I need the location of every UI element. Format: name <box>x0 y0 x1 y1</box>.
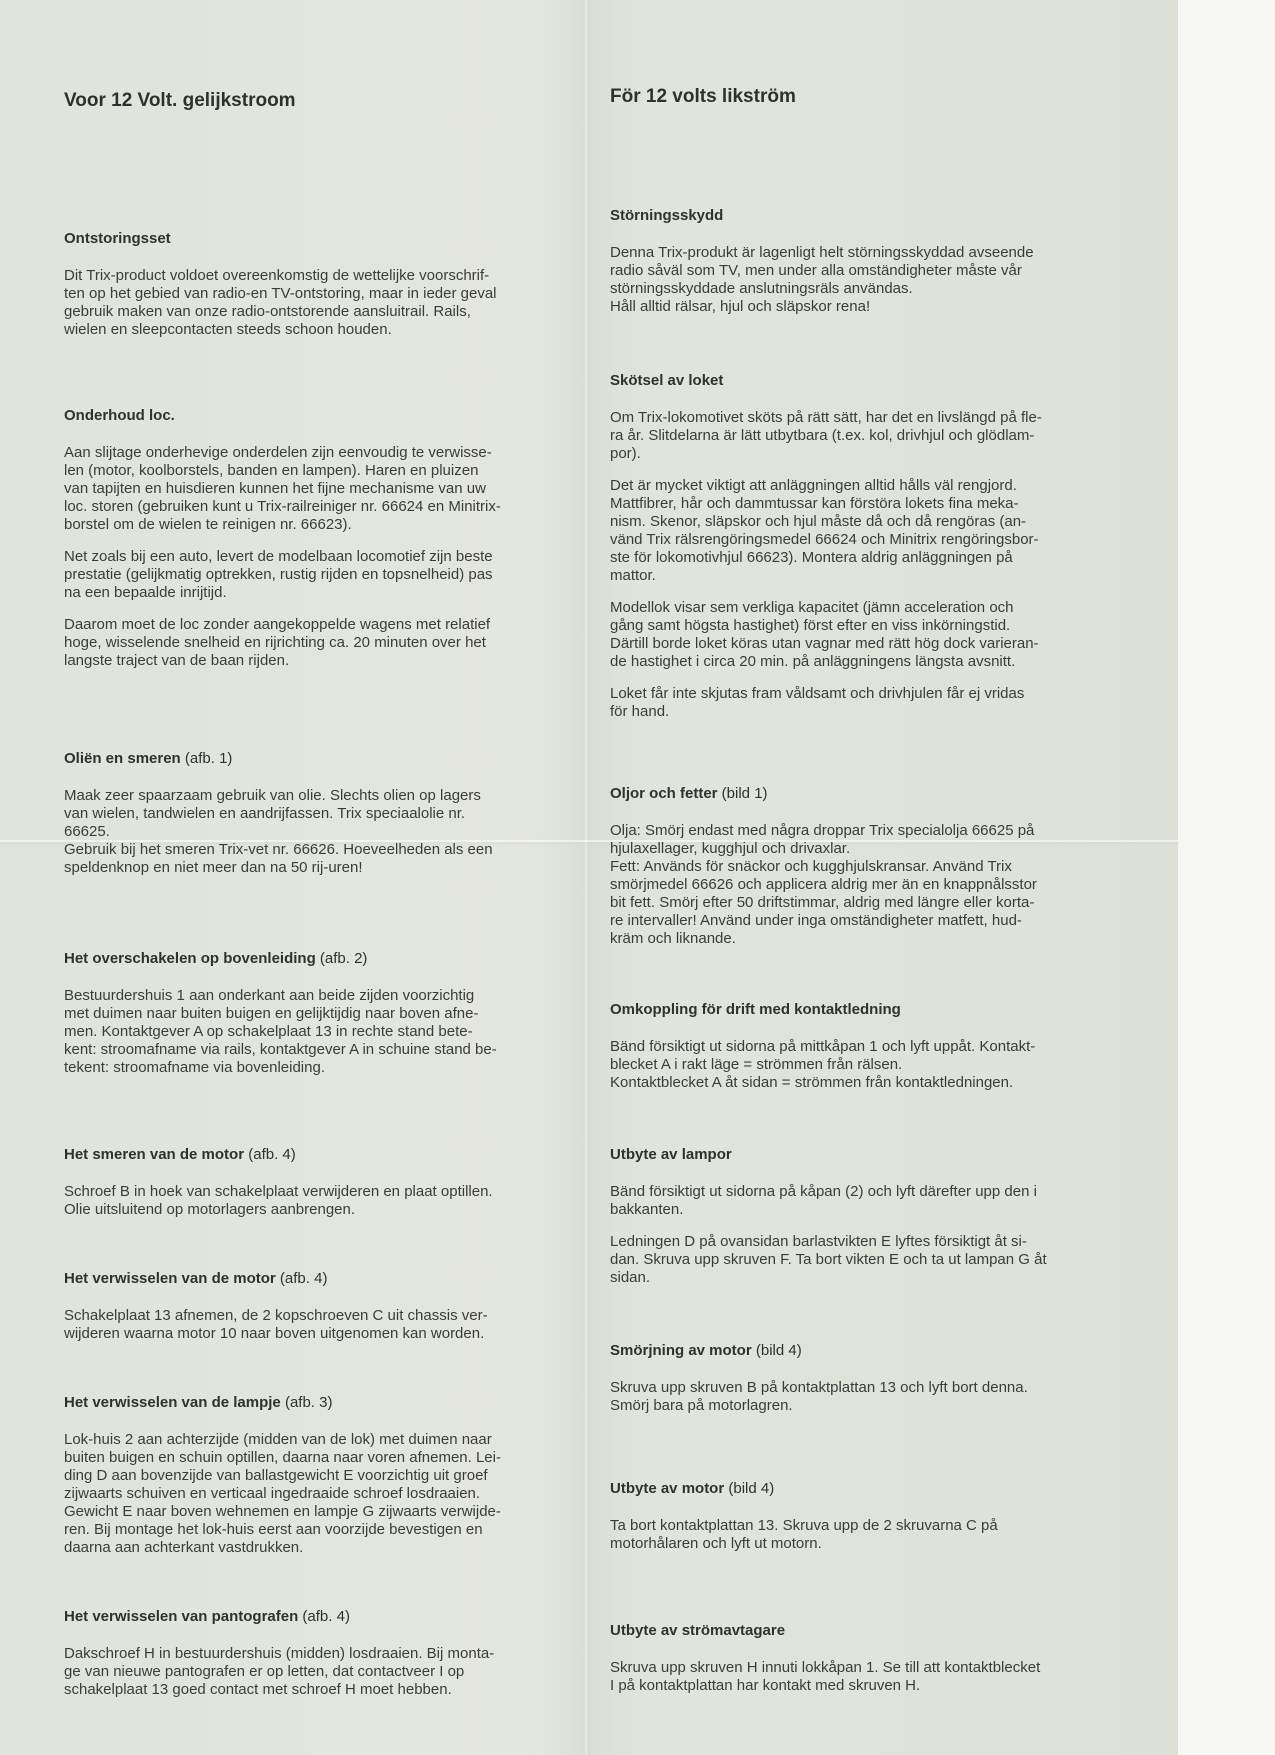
section-paragraph: Loket får inte skjutas fram våldsamt och drivhjulen får ej vridas för hand. <box>610 685 1025 720</box>
swedish-title: För 12 volts likström <box>610 86 796 107</box>
section-heading: Smörjning av motor (bild 4) <box>610 1342 802 1359</box>
section-heading: Skötsel av loket <box>610 372 724 389</box>
section-paragraph: Det är mycket viktigt att anläggningen alltid hålls väl rengjord. Mattfibrer, hår och dammtussar kan förstöra lokets fina meka- nism. Skenor, släpskor och hjul måste då och då rengöras (an- vänd Trix rälsrengöringsmedel 66624 och Minitrix rengöringsbor- ste för lokomotivhjul 66623). Montera aldrig anläggningen på mattor. <box>610 477 1039 584</box>
section-overschakelen-bovenleiding <box>64 950 569 1091</box>
section-heading: Störningsskydd <box>610 207 724 224</box>
section-utbyte-av-motor <box>610 1480 1130 1567</box>
section-verwisselen-motor <box>64 1270 569 1357</box>
section-storningsskydd <box>610 207 1130 330</box>
section-heading: Het overschakelen op bovenleiding (afb. 2) <box>64 950 368 967</box>
section-paragraph: Lok-huis 2 aan achterzijde (midden van de lok) met duimen naar buiten buigen en schuin optillen, daarna naar voren afnemen. Lei- ding D aan bovenzijde van ballastgewicht E voorzichtig uit groef zijwaarts schuiven en verticaal ingedraaide schroef losdraaien. Gewicht E naar boven wehnemen en lampje G zijwaarts verwijde- ren. Bij montage het lok-huis eerst aan voorzijde bevestigen en daarna aan achterkant vastdrukken. <box>64 1431 501 1556</box>
section-paragraph: Ta bort kontaktplattan 13. Skruva upp de 2 skruvarna C på motorhålaren och lyft ut motorn. <box>610 1517 998 1552</box>
section-paragraph: Denna Trix-produkt är lagenligt helt störningsskyddad avseende radio såväl som TV, men under alla omständigheter måste vår störningsskyddade anslutningsräls användas. Håll alltid rälsar, hjul och släpskor rena! <box>610 244 1034 315</box>
section-skotsel-av-loket <box>610 372 1130 735</box>
section-smorjning-av-motor <box>610 1342 1130 1429</box>
section-verwisselen-lampje <box>64 1394 569 1571</box>
section-paragraph: Aan slijtage onderhevige onderdelen zijn eenvoudig te verwisse- len (motor, koolborstels, banden en lampen). Haren en pluizen van tapijten en huisdieren kunnen het fijne mechanisme van uw loc. storen (gebruiken kunt u Trix-railreiniger nr. 66624 en Minitrix- borstel om de wielen te reinigen nr. 66623). <box>64 444 501 533</box>
section-paragraph: Dit Trix-product voldoet overeenkomstig de wettelijke voorschrif- ten op het gebied van radio-en TV-ontstoring, maar in ieder geval gebruik maken van onze radio-ontstorende aansluitrail. Rails, wielen en sleepcontacten steeds schoon houden. <box>64 267 497 338</box>
scan-margin <box>1178 0 1275 1755</box>
section-paragraph: Bänd försiktigt ut sidorna på kåpan (2) och lyft därefter upp den i bakkanten. <box>610 1183 1037 1218</box>
section-paragraph: Maak zeer spaarzaam gebruik van olie. Slechts olien op lagers van wielen, tandwielen en aandrijfassen. Trix speciaalolie nr. 66625. Gebruik bij het smeren Trix-vet nr. 66626. Hoeveelheden als een speldenknop en niet meer dan na 50 rij-uren! <box>64 787 493 876</box>
section-heading: Omkoppling för drift med kontaktledning <box>610 1001 901 1018</box>
section-smeren-motor <box>64 1146 569 1233</box>
section-heading: Utbyte av strömavtagare <box>610 1622 786 1639</box>
section-heading: Het verwisselen van de motor (afb. 4) <box>64 1270 328 1287</box>
section-paragraph: Dakschroef H in bestuurdershuis (midden) losdraaien. Bij monta- ge van nieuwe pantografen er op letten, dat contactveer I op schakelplaat 13 goed contact met schroef H moet hebben. <box>64 1645 495 1698</box>
section-paragraph: Skruva upp skruven H innuti lokkåpan 1. Se till att kontaktblecket I på kontaktplattan har kontakt med skruven H. <box>610 1659 1041 1694</box>
section-heading: Het verwisselen van de lampje (afb. 3) <box>64 1394 333 1411</box>
section-verwisselen-pantografen <box>64 1608 569 1713</box>
section-paragraph: Skruva upp skruven B på kontaktplattan 13 och lyft bort denna. Smörj bara på motorlagren. <box>610 1379 1028 1414</box>
section-paragraph: Bestuurdershuis 1 aan onderkant aan beide zijden voorzichtig met duimen naar buiten buigen en gelijktijdig naar boven afne- men. Kontaktgever A op schakelplaat 13 in rechte stand bete- kent: stroomafname via rails, kontaktgever A in schuine stand be- tekent: stroomafname via bovenleiding. <box>64 987 497 1076</box>
section-utbyte-av-lampor <box>610 1146 1130 1301</box>
section-heading: Onderhoud loc. <box>64 407 175 424</box>
section-paragraph: Schroef B in hoek van schakelplaat verwijderen en plaat optillen. Olie uitsluitend op motorlagers aanbrengen. <box>64 1183 493 1218</box>
section-paragraph: Schakelplaat 13 afnemen, de 2 kopschroeven C uit chassis ver- wijderen waarna motor 10 naar boven uitgenomen kan worden. <box>64 1307 488 1342</box>
section-paragraph: Bänd försiktigt ut sidorna på mittkåpan 1 och lyft uppåt. Kontakt- blecket A i rakt läge = strömmen från rälsen. Kontaktblecket A åt sidan = strömmen från kontaktledningen. <box>610 1038 1036 1091</box>
section-paragraph: Olja: Smörj endast med några droppar Trix specialolja 66625 på hjulaxellager, kugghjul och drivaxlar. Fett: Används för snäckor och kugghjulskransar. Använd Trix smörjmedel 66626 och applicera aldrig mer än en knappnålsstor bit fett. Smörj efter 50 driftstimmar, aldrig med längre eller korta- re intervaller! Använd under inga omständigheter matfett, hud- kräm och liknande. <box>610 822 1037 947</box>
section-onderhoud-loc <box>64 407 569 684</box>
dutch-title: Voor 12 Volt. gelijkstroom <box>64 90 296 111</box>
section-paragraph: Ledningen D på ovansidan barlastvikten E lyftes försiktigt åt si- dan. Skruva upp skruven F. Ta bort vikten E och ta ut lampan G åt sidan. <box>610 1233 1047 1286</box>
section-paragraph: Om Trix-lokomotivet sköts på rätt sätt, har det en livslängd på fle- ra år. Slitdelarna är lätt utbytbara (t.ex. kol, drivhjul och glödlam- por). <box>610 409 1042 462</box>
section-paragraph: Net zoals bij een auto, levert de modelbaan locomotief zijn beste prestatie (gelijkmatig optrekken, rustig rijden en topsnelheid) pas na een bepaalde inrijtijd. <box>64 548 493 601</box>
section-olien-en-smeren <box>64 750 569 891</box>
section-paragraph: Daarom moet de loc zonder aangekoppelde wagens met relatief hoge, wisselende snelheid en rijrichting ca. 20 minuten over het langste traject van de baan rijden. <box>64 616 491 669</box>
section-paragraph: Modellok visar sem verkliga kapacitet (jämn acceleration och gång samt högsta hastighet) först efter en viss inkörningstid. Därtill borde loket köras utan vagnar med rätt hög dock varieran- de hastighet i circa 20 min. på anläggningens längsta avsnitt. <box>610 599 1039 670</box>
section-heading: Utbyte av motor (bild 4) <box>610 1480 775 1497</box>
section-heading: Het verwisselen van pantografen (afb. 4) <box>64 1608 350 1625</box>
section-heading: Oliën en smeren (afb. 1) <box>64 750 233 767</box>
section-heading: Ontstoringsset <box>64 230 171 247</box>
section-heading: Utbyte av lampor <box>610 1146 732 1163</box>
paper-fold-vertical <box>585 0 587 1755</box>
section-heading: Het smeren van de motor (afb. 4) <box>64 1146 296 1163</box>
section-ontstoringsset <box>64 230 569 353</box>
section-omkoppling-kontaktledning <box>610 1001 1130 1106</box>
section-heading: Oljor och fetter (bild 1) <box>610 785 768 802</box>
section-oljor-och-fetter <box>610 785 1130 962</box>
section-utbyte-av-stromavtagare <box>610 1622 1130 1709</box>
